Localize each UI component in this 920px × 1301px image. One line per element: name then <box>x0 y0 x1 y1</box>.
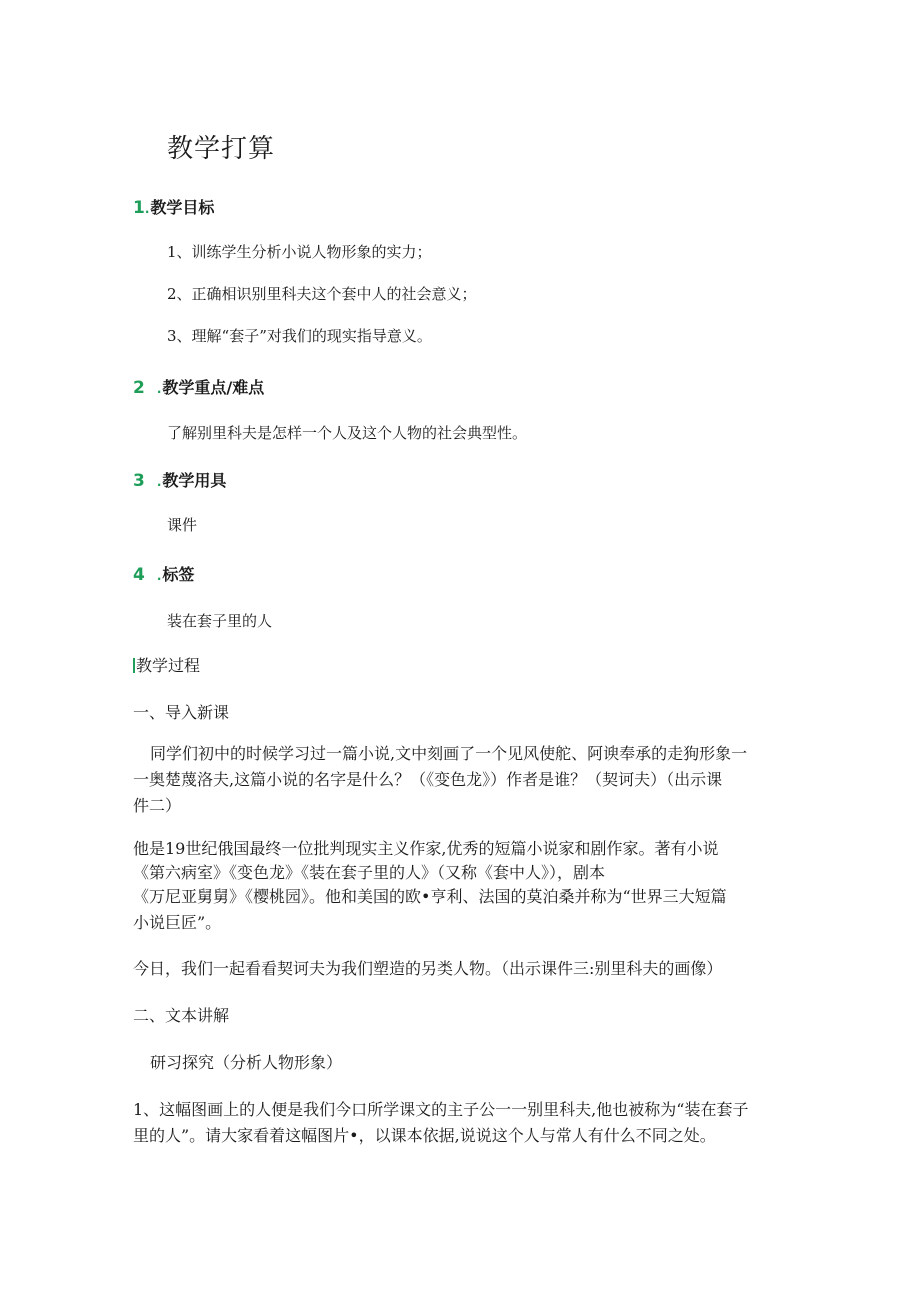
author-paragraph-line-2: 《第六病室》《变色龙》《装在套子里的人》（又称《套中人》），剧本 <box>133 863 606 882</box>
objective-item-1: 1、训练学生分析小说人物形象的实力； <box>167 243 432 261</box>
objective-item-3: 3、理解“套子”对我们的现实指导意义。 <box>167 327 432 345</box>
page-title: 教学打算 <box>167 134 276 164</box>
section-4-dot: . <box>156 569 162 583</box>
section-2-heading <box>133 375 264 398</box>
part-1-heading: 一、导入新课 <box>133 703 230 722</box>
section-4-number: 4 <box>133 565 145 585</box>
section-3-dot: . <box>156 475 162 489</box>
today-paragraph: 今日，我们一起看看契诃夫为我们塑造的另类人物。（出示课件三:别里科夫的画像） <box>133 959 723 978</box>
section-3-heading <box>133 468 226 491</box>
section-1-title: 教学目标 <box>150 198 215 217</box>
process-heading-text: 教学过程 <box>136 656 201 675</box>
section-3-number: 3 <box>133 471 145 491</box>
section-2-dot: . <box>156 382 162 396</box>
teaching-tools-text: 课件 <box>167 516 198 534</box>
intro-paragraph-line-1: 同学们初中的时候学习过一篇小说,文中刻画了一个见风使舵、阿谀奉承的走狗形象一 <box>150 744 748 763</box>
section-4-title: 标签 <box>162 565 195 584</box>
objective-item-2: 2、正确相识别里科夫这个套中人的社会意义； <box>167 285 477 303</box>
author-paragraph-line-3: 《万尼亚舅舅》《樱桃园》。他和美国的欧•亨利、法国的莫泊桑并称为“世界三大短篇 <box>133 887 727 906</box>
intro-paragraph-line-2: 一奥楚蔑洛夫,这篇小说的名字是什么？（《变色龙》）作者是谁？（契诃夫）（出示课 <box>133 770 723 789</box>
section-1-heading <box>133 195 214 218</box>
section-1-dot: . <box>144 202 150 216</box>
key-points-text: 了解别里科夫是怎样一个人及这个人物的社会典型性。 <box>167 424 528 442</box>
study-subheading: 研习探究（分析人物形象） <box>150 1053 343 1072</box>
section-2-number: 2 <box>133 378 145 398</box>
author-paragraph-line-1: 他是19世纪俄国最终一位批判现实主义作家,优秀的短篇小说家和剧作家。著有小说 <box>133 839 719 858</box>
question-paragraph-line-1: 1、这幅图画上的人便是我们今口所学课文的主子公一一别里科夫,他也被称为“装在套子 <box>133 1100 749 1119</box>
section-1-number: 1 <box>133 198 145 218</box>
question-paragraph-line-2: 里的人”。请大家看着这幅图片•，以课本依据,说说这个人与常人有什么不同之处。 <box>133 1126 716 1145</box>
tags-text: 装在套子里的人 <box>167 612 273 630</box>
section-3-title: 教学用具 <box>162 471 227 490</box>
section-2-title: 教学重点/难点 <box>162 378 265 397</box>
author-paragraph-line-4: 小说巨匠”。 <box>133 913 222 932</box>
intro-paragraph-line-3: 件二） <box>133 796 182 815</box>
process-heading <box>133 655 200 677</box>
part-2-heading: 二、文本讲解 <box>133 1006 230 1025</box>
process-marker <box>133 658 135 673</box>
section-4-heading <box>133 562 194 585</box>
